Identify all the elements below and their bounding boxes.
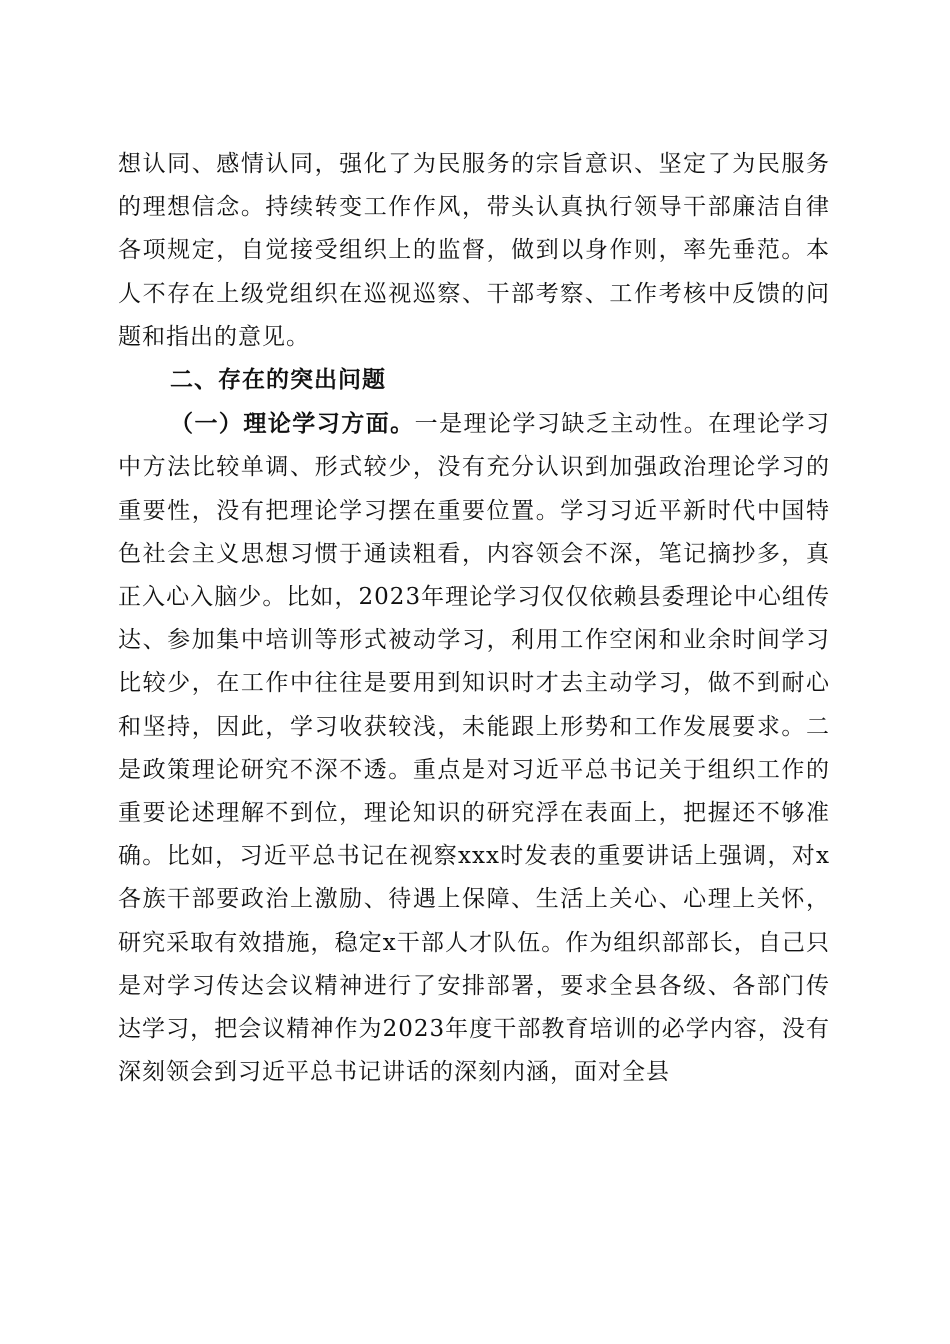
section-heading: 二、存在的突出问题 — [170, 367, 386, 394]
subsection-heading: （一）理论学习方面。 — [170, 410, 415, 438]
paragraph-1: 想认同、感情认同，强化了为民服务的宗旨意识、坚定了为民服务的理想信念。持续转变工作作风，带头认真执行领导干部廉洁自律各项规定，自觉接受组织上的监督，做到以身作则，率先垂范。本人不存在上级党组织在巡视巡察、干部考察、工作考核中反馈的问题和指出的意见。 — [118, 151, 830, 350]
paragraph-2 — [118, 402, 830, 1094]
document-body — [118, 143, 830, 1094]
paragraph-2-body: 一是理论学习缺乏主动性。在理论学习中方法比较单调、形式较少，没有充分认识到加强政治理论学习的重要性，没有把理论学习摆在重要位置。学习习近平新时代中国特色社会主义思想习惯于通读粗看，内容领会不深，笔记摘抄多，真正入心入脑少。比如，2023年理论学习仅仅依赖县委理论中心组传达、参加集中培训等形式被动学习，利用工作空闲和业余时间学习比较少，在工作中往往是要用到知识时才去主动学习，做不到耐心和坚持，因此，学习收获较浅，未能跟上形势和工作发展要求。二是政策理论研究不深不透。重点是对习近平总书记关于组织工作的重要论述理解不到位，理论知识的研究浮在表面上，把握还不够准确。比如，习近平总书记在视察xxx时发表的重要讲话上强调，对x各族干部要政治上激励、待遇上保障、生活上关心、心理上关怀，研究采取有效措施，稳定x干部人才队伍。作为组织部部长，自己只是对学习传达会议精神进行了安排部署，要求全县各级、各部门传达学习，把会议精神作为2023年度干部教育培训的必学内容，没有深刻领会到习近平总书记讲话的深刻内涵，面对全县 — [118, 411, 831, 1086]
